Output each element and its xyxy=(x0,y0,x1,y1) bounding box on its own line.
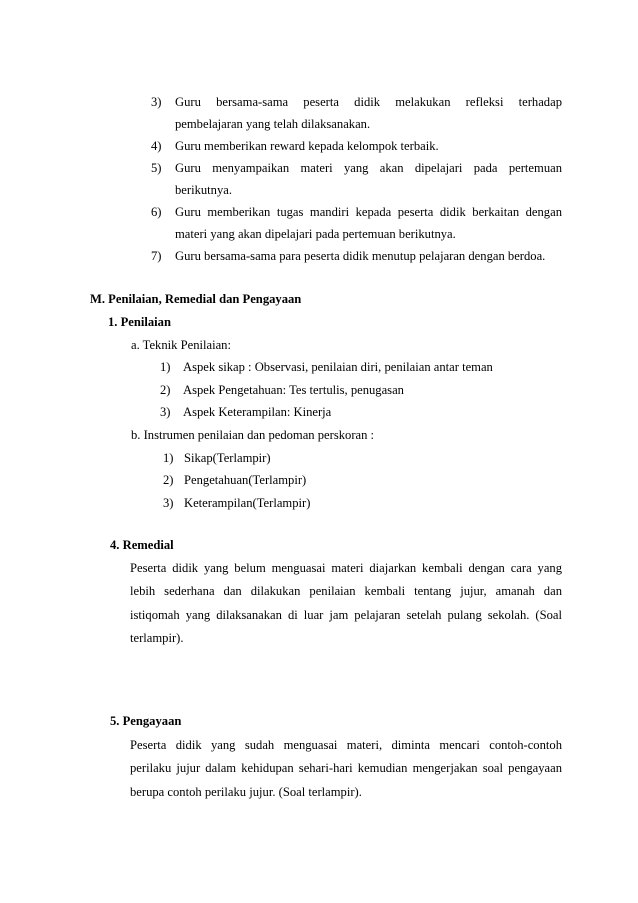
list-number: 2) xyxy=(160,383,171,397)
step-text: Guru bersama-sama para peserta didik menutup pelajaran dengan berdoa. xyxy=(175,249,546,263)
step-text: Guru menyampaikan materi yang akan dipelajari pada pertemuan xyxy=(175,161,562,175)
subsection-heading-penilaian: 1. Penilaian xyxy=(108,315,171,329)
step-text: berikutnya. xyxy=(175,183,233,197)
list-item: Aspek Pengetahuan: Tes tertulis, penugasan xyxy=(183,383,404,397)
step-text: Guru bersama-sama peserta didik melakukan refleksi terhadap xyxy=(175,95,562,109)
step-number: 4) xyxy=(151,139,162,153)
step-number: 3) xyxy=(151,95,162,109)
step-text: pembelajaran yang telah dilaksanakan. xyxy=(175,117,371,131)
step-text: Guru memberikan reward kepada kelompok terbaik. xyxy=(175,139,439,153)
list-item: Sikap(Terlampir) xyxy=(184,451,271,465)
teknik-penilaian-label: a. Teknik Penilaian: xyxy=(131,338,231,352)
remedial-paragraph-line: terlampir). xyxy=(130,631,184,645)
list-item: Aspek Keterampilan: Kinerja xyxy=(183,405,332,419)
step-number: 7) xyxy=(151,249,162,263)
remedial-paragraph-line: lebih sederhana dan dilakukan penilaian kembali tentang jujur, amanah dan xyxy=(130,584,562,598)
list-number: 2) xyxy=(163,473,174,487)
list-number: 1) xyxy=(160,360,171,374)
subsection-heading-pengayaan: 5. Pengayaan xyxy=(110,714,182,728)
list-number: 1) xyxy=(163,451,174,465)
list-item: Pengetahuan(Terlampir) xyxy=(184,473,307,487)
list-item: Keterampilan(Terlampir) xyxy=(184,496,311,510)
pengayaan-paragraph-line: perilaku jujur dalam kehidupan sehari-hari kemudian mengerjakan soal pengayaan xyxy=(130,761,562,775)
pengayaan-paragraph-line: berupa contoh perilaku jujur. (Soal terlampir). xyxy=(130,785,362,799)
remedial-paragraph-line: istiqomah yang dilaksanakan di luar jam pelajaran setelah pulang sekolah. (Soal xyxy=(130,608,562,622)
pengayaan-paragraph-line: Peserta didik yang sudah menguasai materi, diminta mencari contoh-contoh xyxy=(130,738,562,752)
step-number: 6) xyxy=(151,205,162,219)
list-item: Aspek sikap : Observasi, penilaian diri, penilaian antar teman xyxy=(183,360,493,374)
step-text: Guru memberikan tugas mandiri kepada peserta didik berkaitan dengan xyxy=(175,205,562,219)
list-number: 3) xyxy=(163,496,174,510)
step-text: materi yang akan dipelajari pada pertemuan berikutnya. xyxy=(175,227,456,241)
subsection-heading-remedial: 4. Remedial xyxy=(110,538,174,552)
list-number: 3) xyxy=(160,405,171,419)
step-number: 5) xyxy=(151,161,162,175)
section-heading: M. Penilaian, Remedial dan Pengayaan xyxy=(90,292,302,306)
remedial-paragraph-line: Peserta didik yang belum menguasai materi diajarkan kembali dengan cara yang xyxy=(130,561,562,575)
instrumen-penilaian-label: b. Instrumen penilaian dan pedoman perskoran : xyxy=(131,428,375,442)
